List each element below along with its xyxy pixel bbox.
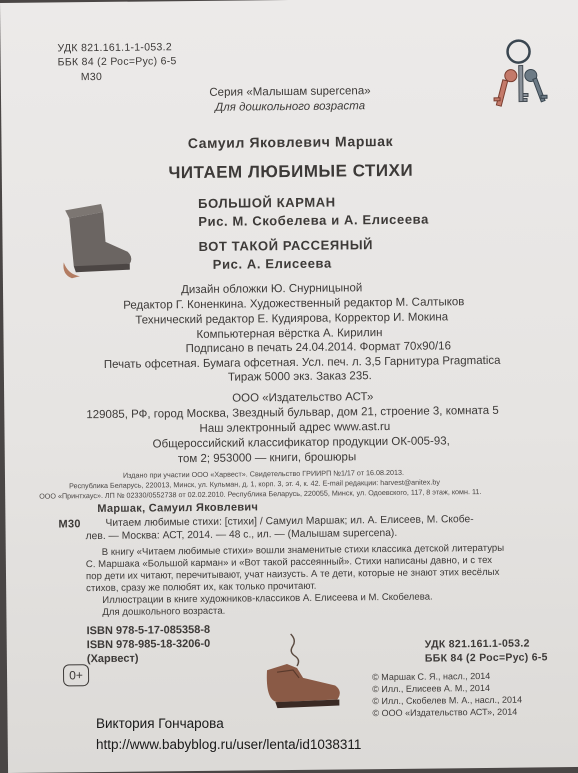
catalog-entry-line: лев. — Москва: АСТ, 2014. — 48 с., ил. — (Малышам supercena).	[85, 527, 398, 543]
publisher-name: ООО «Издательство АСТ»	[232, 391, 374, 405]
publisher-website: Наш электронный адрес www.ast.ru	[199, 420, 391, 435]
age-line: Для дошкольного возраста	[215, 100, 366, 114]
story-title-1: БОЛЬШОЙ КАРМАН	[198, 194, 336, 211]
watermark-author: Виктория Гончарова	[96, 716, 224, 731]
annotation-line: С. Маршака «Большой карман» и «Вот такой рассеянный». Стихи написаны давно, и с тех	[85, 554, 493, 571]
credit-line: Тираж 5000 экз. Заказ 235.	[227, 370, 372, 384]
age-rating-text: 0+	[69, 668, 83, 683]
author-name: Самуил Яковлевич Маршак	[187, 132, 394, 152]
isbn-ast: ISBN 978-5-17-085358-8	[86, 623, 211, 638]
copyright-line: © Илл., Скобелев М. А., насл., 2014	[372, 694, 523, 707]
fineprint-line: Издано при участии ООО «Харвест». Свидетельство ГРИИРП №1/17 от 16.08.2013.	[122, 467, 405, 480]
credit-line: Технический редактор Е. Кудиярова, Корректор И. Мокина	[135, 311, 449, 327]
annotation-line: Для дошкольного возраста.	[102, 605, 226, 618]
story-title-2: ВОТ ТАКОЙ РАССЕЯНЫЙ	[198, 237, 374, 254]
story-illustrators-2: Рис. А. Елисеева	[212, 255, 332, 272]
publisher-address: 129085, РФ, город Москва, Звездный бульвар, дом 21, строение 3, комната 5	[86, 404, 499, 422]
credit-line: Дизайн обложки Ю. Снурницыной	[180, 282, 363, 297]
classifier-line: том 2; 953000 — книги, брошюры	[177, 451, 357, 466]
udk-code-bottom: УДК 821.161.1-053.2	[424, 637, 530, 651]
copyright-line: © Маршак С. Я., насл., 2014	[372, 670, 491, 683]
annotation-line: Иллюстрации в книге художников-классиков А. Елисеева и М. Скобелева.	[102, 591, 433, 606]
book-title: ЧИТАЕМ ЛЮБИМЫЕ СТИХИ	[168, 160, 414, 183]
isbn-harvest: ISBN 978-985-18-3206-0	[86, 637, 211, 652]
classifier-line: Общероссийский классификатор продукции ОК-005-93,	[152, 435, 450, 451]
annotation-line: пор дети их читают, перечитывают, учат наизусть. А те дети, которые не знают этих весёлых	[85, 566, 500, 583]
age-rating-badge	[63, 664, 89, 686]
keys-illustration	[488, 35, 559, 126]
bbk-code-bottom: ББК 84 (2 Рос=Рус) 6-5	[424, 651, 548, 665]
catalog-entry-line: Читаем любимые стихи: [стихи] / Самуил Маршак; ил. А. Елисеев, М. Скобе-	[105, 514, 474, 529]
shoe-illustration	[247, 629, 348, 720]
author-mark-top: М30	[80, 70, 103, 84]
copyright-line: © Илл., Елисеев А. М., 2014	[372, 682, 490, 695]
story-illustrators-1: Рис. М. Скобелева и А. Елисеева	[198, 211, 429, 229]
series-line: Серия «Малышам supercena»	[209, 85, 371, 99]
credit-line: Печать офсетная. Бумага офсетная. Усл. печ. л. 3,5 Гарнитура Pragmatica	[103, 354, 501, 371]
credit-line: Подписано в печать 24.04.2014. Формат 70х90/16	[185, 340, 452, 356]
credit-line: Редактор Г. Коненкина. Художественный редактор М. Салтыков	[123, 296, 465, 312]
isbn-harvest-note: (Харвест)	[86, 652, 139, 666]
watermark-url: http://www.babyblog.ru/user/lenta/id1038311	[96, 737, 362, 752]
credit-line: Компьютерная вёрстка А. Кирилин	[196, 327, 383, 341]
catalog-code: М30	[58, 518, 81, 531]
fineprint-line: Республика Беларусь, 220013, Минск, ул. Кульман, д. 1, корп. 3, эт. 4, к. 42. E-mail редакции: harvest@anitex.by	[69, 477, 440, 491]
catalog-author: Маршак, Самуил Яковлевич	[97, 501, 259, 516]
boot-illustration	[57, 202, 138, 283]
annotation-line: В книгу «Читаем любимые стихи» вошли знаменитые стихи классика детской литературы	[101, 542, 505, 558]
annotation-line: стихов, сразу же полюбят их, как только прочитают.	[86, 580, 317, 595]
bbk-code-top: ББК 84 (2 Рос=Рус) 6-5	[57, 55, 177, 69]
fineprint-line: ООО «Принтхаус». ЛП № 02330/0552738 от 02.02.2010. Республика Беларусь, 220055, Минск, ул. Одоевского, 117, 8 этаж, комн. 11.	[39, 487, 482, 501]
copyright-line: © ООО «Издательство АСТ», 2014	[372, 706, 518, 719]
udk-code-top: УДК 821.161.1-1-053.2	[57, 41, 173, 55]
